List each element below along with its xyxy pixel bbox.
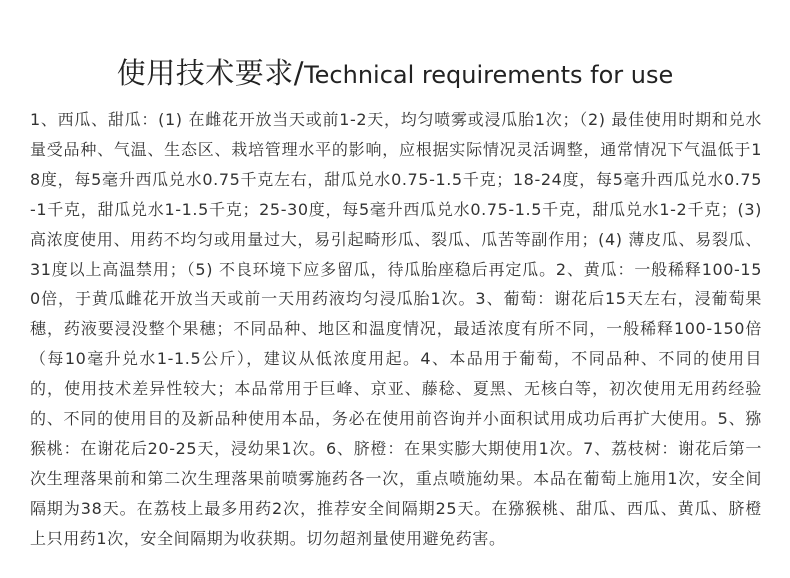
page-title (0, 48, 790, 100)
title-chinese: 使用技术要求 (116, 56, 294, 90)
usage-instructions-paragraph: 1、西瓜、甜瓜：(1) 在雌花开放当天或前1-2天，均匀喷雾或浸瓜胎1次；（2) 最佳使用时期和兑水量受品种、气温、生态区、栽培管理水平的影响，应根据实际情况灵活调整，通常情况下气温低于18度，每5毫升西瓜兑水0.75千克左右，甜瓜兑水0.75-1.5千克；18-24度，每5毫升西瓜兑水0.75-1千克，甜瓜兑水1-1.5千克；25-30度，每5毫升西瓜兑水0.75-1.5千克，甜瓜兑水1-2千克；(3) 高浓度使用、用药不均匀或用量过大，易引起畸形瓜、裂瓜、瓜苦等副作用；(4) 薄皮瓜、易裂瓜、31度以上高温禁用；（5) 不良环境下应多留瓜，待瓜胎座稳后再定瓜。2、黄瓜：一般稀释100-150倍，于黄瓜雌花开放当天或前一天用药液均匀浸瓜胎1次。3、葡萄：谢花后15天左右，浸葡萄果穗，药液要浸没整个果穗；不同品种、地区和温度情况，最适浓度有所不同，一般稀释100-150倍（每10毫升兑水1-1.5公斤），建议从低浓度用起。4、本品用于葡萄，不同品种、不同的使用目的，使用技术差异性较大；本品常用于巨峰、京亚、藤稔、夏黑、无核白等，初次使用无用药经验的、不同的使用目的及新品种使用本品，务必在使用前咨询并小面积试用成功后再扩大使用。5、猕猴桃：在谢花后20-25天，浸幼果1次。6、脐橙：在果实膨大期使用1次。7、荔枝树：谢花后第一次生理落果前和第二次生理落果前喷雾施药各一次，重点喷施幼果。本品在葡萄上施用1次，安全间隔期为38天。在荔枝上最多用药2次，推荐安全间隔期25天。在猕猴桃、甜瓜、西瓜、黄瓜、脐橙上只用药1次，安全间隔期为收获期。切勿超剂量使用避免药害。 (30, 110, 762, 548)
title-separator: / (293, 56, 305, 90)
title-english: Technical requirements for use (304, 61, 674, 89)
